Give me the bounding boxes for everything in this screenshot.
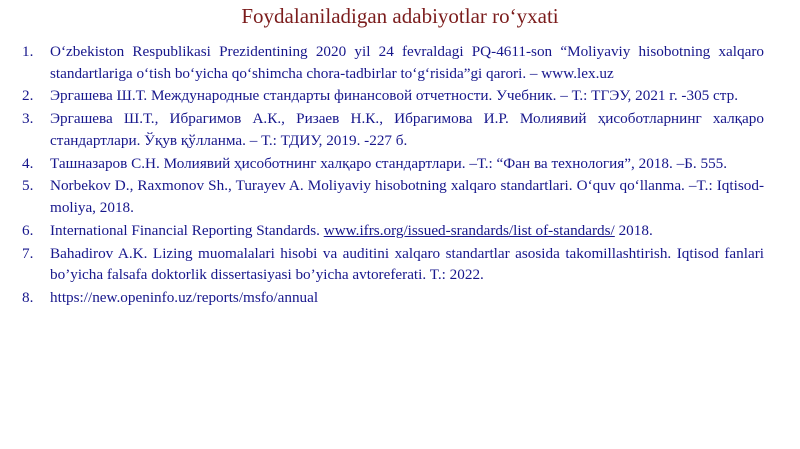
reference-number: 5.	[22, 177, 34, 195]
reference-number: 7.	[22, 244, 34, 262]
reference-text: Bahadirov A.K. Lizing muomalalari hisobi va auditini xalqaro standartlar asosida takomillashtirish. Iqtisod fanlari bo’yicha falsafa doktorlik dissertasiyasi bo’yicha avtoreferati. T.: 2022.	[50, 244, 764, 284]
page-title: Foydalaniladigan adabiyotlar ro‘yxati	[241, 4, 559, 28]
reference-text: Norbekov D., Raxmonov Sh., Turayev A. Moliyaviy hisobotning xalqaro standartlari. O‘quv qo‘llanma. –T.: Iqtisod-moliya, 2018.	[50, 177, 764, 217]
reference-list	[22, 41, 764, 310]
reference-text-after: 2018.	[614, 221, 653, 239]
reference-number: 1.	[22, 43, 34, 60]
reference-text: Ташназаров С.Н. Молиявий ҳисоботнинг халқаро стандартлари. –Т.: “Фан ва технология”, 2018. –Б. 555.	[50, 154, 728, 172]
reference-text: Эргашева Ш.Т. Международные стандарты финансовой отчетности. Учебник. – Т.: ТГЭУ, 2021 г. -305 стр.	[50, 87, 739, 105]
reference-item	[22, 85, 764, 107]
reference-text-before: International Financial Reporting Standards.	[50, 221, 324, 239]
reference-number: 4.	[22, 154, 34, 172]
reference-text	[50, 220, 764, 242]
reference-item	[22, 287, 764, 309]
reference-item	[22, 220, 764, 242]
reference-item	[22, 41, 764, 85]
reference-item	[22, 175, 764, 219]
reference-item	[22, 108, 764, 152]
reference-link[interactable]: www.ifrs.org/issued-srandards/list of-standards/	[323, 221, 615, 239]
reference-item	[22, 153, 764, 175]
reference-text: O‘zbekiston Respublikasi Prezidentining 2020 yil 24 fevraldagi PQ-4611-son “Moliyaviy hisobotning xalqaro standartlariga o‘tish bo‘yicha qo‘shimcha chora-tadbirlar to‘g‘risida”gi qarori. – www.lex.uz	[50, 43, 764, 82]
reference-number: 6.	[22, 221, 34, 239]
reference-number: 2.	[22, 87, 34, 105]
reference-text: Эргашева Ш.Т., Ибрагимов А.К., Ризаев Н.К., Ибрагимова И.Р. Молиявий ҳисоботларнинг халқаро стандартлари. Ўқув қўлланма. – Т.: ТДИУ, 2019. -227 б.	[50, 110, 764, 149]
reference-number: 3.	[22, 110, 34, 128]
reference-item	[22, 243, 764, 287]
reference-text: https://new.openinfo.uz/reports/msfo/annual	[50, 289, 319, 306]
reference-number: 8.	[22, 289, 34, 306]
